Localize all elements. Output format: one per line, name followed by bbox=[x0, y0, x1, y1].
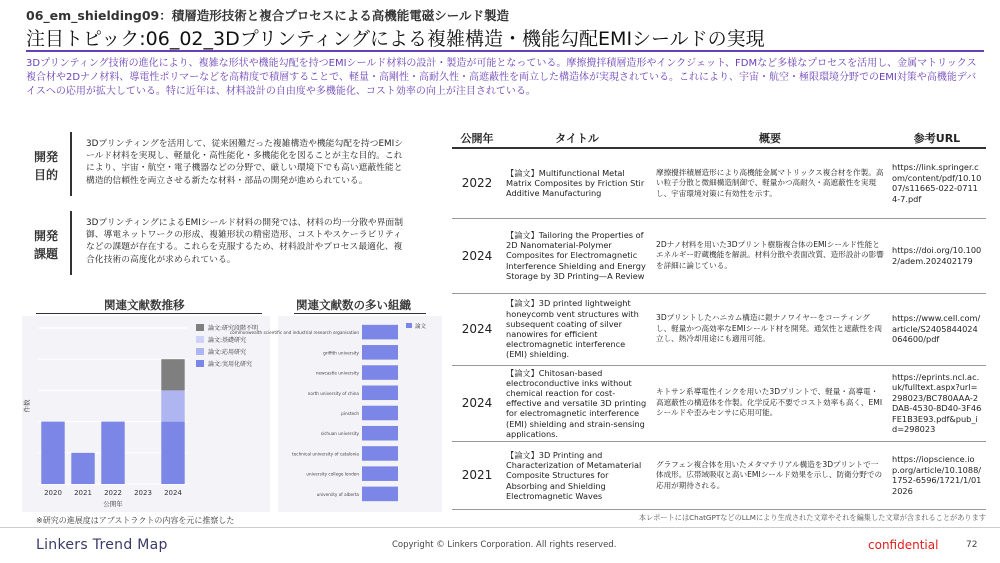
org-label: university college london bbox=[306, 471, 359, 477]
footer-divider bbox=[0, 527, 1000, 528]
issues-divider bbox=[70, 211, 72, 275]
row-year: 2024 bbox=[452, 293, 502, 365]
legend-label: 論文 bbox=[415, 324, 427, 330]
row-summary: 摩擦攪拌積層造形により高機能金属マトリックス複合材を作製。高い粒子分散と微細構造制御で、軽量かつ高耐久・高遮蔽性を実現し、宇宙環境対策に有効性を示す。 bbox=[652, 148, 888, 218]
row-year: 2022 bbox=[452, 148, 502, 218]
x-tick-label: 2024 bbox=[164, 489, 182, 497]
trend-chart bbox=[22, 316, 270, 512]
x-tick-label: 2020 bbox=[44, 489, 62, 497]
legend-swatch bbox=[196, 348, 204, 355]
table-row bbox=[452, 365, 986, 441]
x-tick-label: 2022 bbox=[104, 489, 122, 497]
row-summary: 3Dプリントしたハニカム構造に銀ナノワイヤーをコーティングし、軽量かつ高効率なEMIシールド材を開発。通気性と遮蔽性を両立し、熱冷却用途にも適用可能。 bbox=[652, 293, 888, 365]
x-tick-label: 2023 bbox=[134, 489, 152, 497]
topic-summary: 3Dプリンティング技術の進化により、複雑な形状や機能勾配を持つEMIシールド材料の設計・製造が可能となっている。摩擦攪拌積層造形やインクジェット、FDMなど多様なプロセスを活用し、金属マトリックス複合材や2Dナノ材料、導電性ポリマーなどを高精度で積層することで、軽量・高剛性・高耐久性・高遮蔽性を両立した構造体が実現されている。これにより、宇宙・航空・極限環境分野でのEMI対策や高機能デバイスへの応用が拡大している。特に近年は、材料設計の自由度や多機能化、コスト効率の向上が注目されている。 bbox=[26, 58, 977, 97]
header-url: 参考URL bbox=[888, 128, 986, 148]
row-url[interactable]: https://link.springer.com/content/pdf/10.1007/s11665-022-07114-7.pdf bbox=[888, 148, 986, 218]
footnote: ※研究の進展度はアブストラクトの内容を元に推察した bbox=[36, 516, 235, 525]
row-title: 【論文】Multifunctional Metal Matrix Composites by Friction Stir Additive Manufacturing bbox=[502, 148, 652, 218]
issues-label: 開発課題 bbox=[34, 229, 59, 261]
purpose-block bbox=[34, 132, 404, 196]
confidential-label: confidential bbox=[868, 538, 939, 552]
references-table bbox=[452, 128, 986, 510]
org-bar bbox=[362, 466, 398, 481]
table-row bbox=[452, 218, 986, 293]
org-label: griffith university bbox=[323, 350, 359, 356]
row-summary: 2Dナノ材料を用いた3Dプリント樹脂複合体のEMIシールド性能とエネルギー貯蔵機能を解説。材料分散や表面改質、造形設計の影響を詳細に論じている。 bbox=[652, 218, 888, 293]
copyright: Copyright © Linkers Corporation. All rights reserved. bbox=[392, 540, 617, 550]
x-axis-label: 公開年 bbox=[103, 500, 123, 508]
x-tick-label: 2021 bbox=[74, 489, 92, 497]
org-bar bbox=[362, 426, 398, 441]
org-label: north university of china bbox=[307, 390, 359, 396]
row-year: 2024 bbox=[452, 365, 502, 441]
issues-block bbox=[34, 211, 404, 275]
brand-logo: Linkers Trend Map bbox=[36, 537, 168, 553]
legend-label: 論文:実用化研究 bbox=[208, 361, 253, 368]
table-row bbox=[452, 148, 986, 218]
row-url[interactable]: https://www.cell.com/article/S2405844024064600/pdf bbox=[888, 293, 986, 365]
org-chart-title: 関連文献数の多い組織 bbox=[296, 298, 411, 312]
org-label: university of alberta bbox=[316, 491, 359, 497]
header-title: タイトル bbox=[502, 128, 652, 148]
header-year: 公開年 bbox=[452, 128, 502, 148]
org-label: commonwealth scientific and industrial research organisation bbox=[229, 330, 359, 336]
org-bar bbox=[362, 345, 398, 360]
row-title: 【論文】Chitosan-based electroconductive inks without chemical reaction for cost-effective and versatile 3D printing for electromagnetic interference (EMI) shielding and strain-sensing applications. bbox=[502, 365, 652, 441]
purpose-label: 開発目的 bbox=[34, 150, 59, 182]
page-number: 72 bbox=[966, 540, 978, 550]
row-year: 2021 bbox=[452, 441, 502, 509]
row-title: 【論文】3D printed lightweight honeycomb vent structures with subsequent coating of silver nanowires for efficient electromagnetic interference (EMI) shielding. bbox=[502, 293, 652, 365]
bar-segment bbox=[101, 422, 124, 484]
topic-heading: 06_em_shielding09：積層造形技術と複合プロセスによる高機能電磁シールド製造 bbox=[26, 8, 510, 23]
org-label: pinstech bbox=[341, 411, 359, 416]
issues-text: 3DプリンティングによるEMIシールド材料の開発では、材料の均一分散や界面制御、導電ネットワークの形成、複雑形状の精密造形、コストやスケーラビリティなどの課題が存在する。これらを克服するため、材料設計やプロセス最適化、複合化技術の高度化が求められている。 bbox=[86, 218, 404, 265]
legend-swatch bbox=[406, 323, 412, 328]
table-header-row bbox=[452, 128, 986, 148]
row-summary: グラフェン複合体を用いたメタマテリアル構造を3Dプリントで一体成形。広帯域吸収と高いEMIシールド効果を示し、防衛分野での応用が期待される。 bbox=[652, 441, 888, 509]
row-title: 【論文】3D Printing and Characterization of Metamaterial Composite Structures for Absorbing and Shielding Electromagnetic Waves bbox=[502, 441, 652, 509]
bar-segment bbox=[161, 390, 184, 421]
org-bar bbox=[362, 385, 398, 400]
legend-swatch bbox=[196, 336, 204, 343]
legend-label: 論文:研究段階不明 bbox=[208, 325, 259, 332]
row-url[interactable]: https://doi.org/10.1002/adem.202402179 bbox=[888, 218, 986, 293]
org-label: sichuan university bbox=[320, 431, 359, 437]
row-summary: キトサン系導電性インクを用いた3Dプリントで、軽量・高導電・高遮蔽性の構造体を作製。化学反応不要でコスト効率も高く、EMIシールドや歪みセンサに応用可能。 bbox=[652, 365, 888, 441]
org-bar bbox=[362, 406, 398, 421]
y-axis-label: 件数 bbox=[23, 399, 31, 413]
purpose-divider bbox=[70, 132, 72, 196]
org-bar bbox=[362, 487, 398, 502]
legend-swatch bbox=[196, 360, 204, 367]
row-year: 2024 bbox=[452, 218, 502, 293]
legend-label: 論文:応用研究 bbox=[208, 349, 247, 356]
row-url[interactable]: https://eprints.ncl.ac.uk/fulltext.aspx?url=298023/BC780AAA-2DAB-4530-8D40-3F46FE1B3E93.pdf&pub_id=298023 bbox=[888, 365, 986, 441]
org-chart-title-rule bbox=[294, 313, 426, 314]
bar-segment bbox=[161, 422, 184, 484]
legend-swatch bbox=[196, 324, 204, 331]
org-label: newcastle university bbox=[315, 370, 359, 376]
purpose-text: 3Dプリンティングを活用して、従来困難だった複雑構造や機能勾配を持つEMIシールド材料を実現し、軽量化・高性能化・多機能化を図ることが主な目的。これにより、宇宙・航空・電子機器などの分野で、厳しい環境下でも高い遮蔽性能と構造的信頼性を両立させる新たな材料・部品の開発が進められている。 bbox=[86, 139, 404, 186]
row-title: 【論文】Tailoring the Properties of 2D Nanomaterial-Polymer Composites for Electromagnetic Interference Shielding and Energy Storage by 3D Printing—A Review bbox=[502, 218, 652, 293]
header-summary: 概要 bbox=[652, 128, 888, 148]
trend-chart-panel bbox=[22, 316, 270, 512]
trend-chart-title: 関連文献数推移 bbox=[104, 298, 185, 312]
table-row bbox=[452, 441, 986, 509]
bar-segment bbox=[71, 453, 94, 484]
org-bar bbox=[362, 325, 398, 340]
legend-label: 論文:基礎研究 bbox=[208, 337, 247, 344]
row-url[interactable]: https://iopscience.iop.org/article/10.1088/1752-6596/1721/1/012026 bbox=[888, 441, 986, 509]
llm-disclaimer: 本レポートにはChatGPTなどのLLMにより生成された文章やそれを編集した文章が含まれることがあります bbox=[638, 513, 986, 522]
org-bar bbox=[362, 446, 398, 461]
page-title: 注目トピック:06_02_3Dプリンティングによる複雑構造・機能勾配EMIシールドの実現 bbox=[26, 28, 765, 50]
bar-segment bbox=[161, 359, 184, 390]
table-row bbox=[452, 293, 986, 365]
trend-chart-title-rule bbox=[36, 313, 262, 314]
bar-segment bbox=[41, 422, 64, 484]
org-bar bbox=[362, 365, 398, 380]
title-underline bbox=[26, 50, 984, 52]
org-label: technical university of catalonia bbox=[292, 451, 359, 457]
